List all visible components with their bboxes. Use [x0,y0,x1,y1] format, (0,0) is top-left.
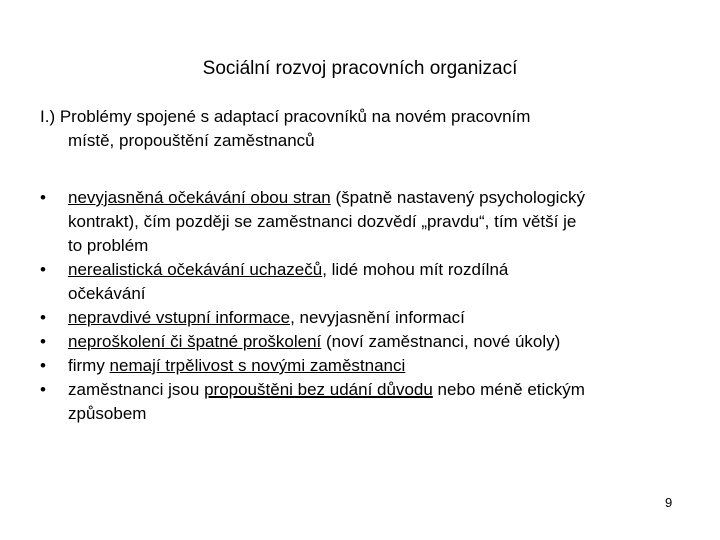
bullet-text: zaměstnanci jsou [68,380,205,399]
list-item [40,378,690,426]
bullet-list [40,186,690,426]
bullet-icon: • [40,380,46,399]
bullet-continuation: to problém [68,236,149,255]
underlined-phrase: propouštěni bez udání důvodu [204,380,433,399]
heading-line-1: I.) Problémy spojené s adaptací pracovníků na novém pracovním [40,107,531,126]
bullet-icon: • [40,356,46,375]
bullet-continuation: způsobem [68,404,147,423]
underlined-phrase: nerealistická očekávání uchazečů [68,260,323,279]
underlined-phrase: nepravdivé vstupní informace [68,308,291,327]
bullet-icon: • [40,260,46,279]
bullet-text: , nevyjasnění informací [290,308,465,327]
list-item [40,354,690,378]
bullet-continuation: kontrakt), čím později se zaměstnanci dozvědí „pravdu“, tím větší je [68,212,577,231]
bullet-icon: • [40,332,46,351]
underlined-phrase: nevyjasněná očekávání obou stran [68,188,331,207]
bullet-text: nebo méně etickým [432,380,585,399]
bullet-icon: • [40,308,46,327]
section-heading [40,105,680,153]
bullet-text: (noví zaměstnanci, nové úkoly) [321,332,561,351]
bullet-continuation: očekávání [68,284,146,303]
list-item [40,306,690,330]
list-item [40,186,690,258]
page-number: 9 [665,495,673,510]
slide-title: Sociální rozvoj pracovních organizací [202,58,518,79]
list-item [40,258,690,306]
bullet-text: firmy [68,356,110,375]
list-item [40,330,690,354]
bullet-text: , lidé mohou mít rozdílná [322,260,509,279]
bullet-icon: • [40,188,46,207]
heading-line-2: místě, propouštění zaměstnanců [68,131,315,150]
underlined-phrase: neproškolení či špatné proškolení [68,332,322,351]
bullet-text: (špatně nastavený psychologický [330,188,585,207]
underlined-phrase: nemají trpělivost s novými zaměstnanci [109,356,406,375]
